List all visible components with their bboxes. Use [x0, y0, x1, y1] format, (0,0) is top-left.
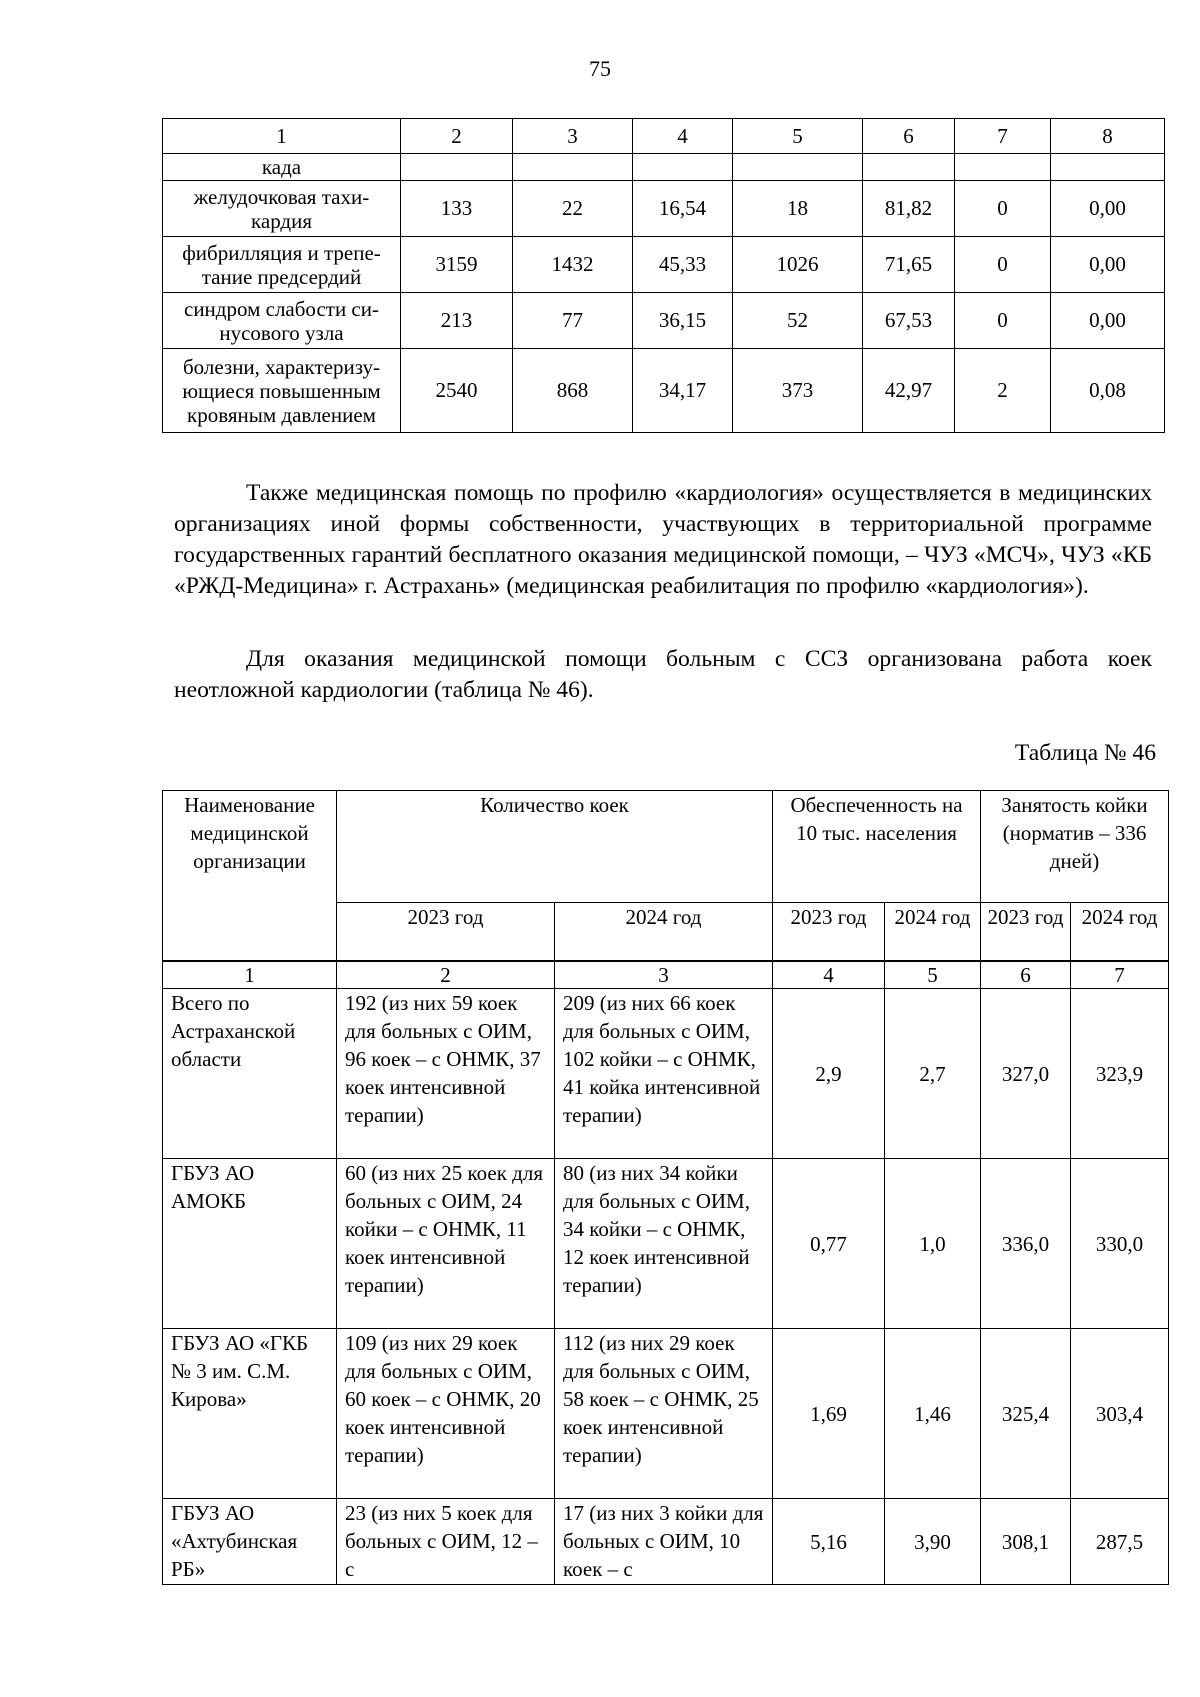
- row-name: синдром слабости си-нусового узла: [163, 293, 401, 349]
- header-cell: 8: [1051, 119, 1165, 154]
- table-row: [163, 1159, 1169, 1329]
- column-number: 4: [773, 961, 885, 989]
- cell: 67,53: [863, 293, 955, 349]
- header-year: 2023 год: [773, 903, 885, 961]
- column-number: 3: [555, 961, 773, 989]
- cell: 16,54: [633, 181, 733, 237]
- cell: 2540: [401, 349, 513, 433]
- cell: 71,65: [863, 237, 955, 293]
- beds-2023: 192 (из них 59 коек для больных с ОИМ, 96 коек – с ОНМК, 37 коек интенсивной терапии): [337, 989, 555, 1159]
- cell: [733, 154, 863, 181]
- beds-2023: 109 (из них 29 коек для больных с ОИМ, 60 коек – с ОНМК, 20 коек интенсивной терапии): [337, 1329, 555, 1499]
- header-year: 2023 год: [337, 903, 555, 961]
- cell: 133: [401, 181, 513, 237]
- supply-2023: 0,77: [773, 1159, 885, 1329]
- table-header-row: [163, 791, 1169, 903]
- beds-2024: 112 (из них 29 коек для больных с ОИМ, 58 коек – с ОНМК, 25 коек интенсивной терапии): [555, 1329, 773, 1499]
- supply-2024: 2,7: [885, 989, 981, 1159]
- cell: [1051, 154, 1165, 181]
- beds-2024: 17 (из них 3 койки для больных с ОИМ, 10 коек – с: [555, 1499, 773, 1585]
- header-cell: 1: [163, 119, 401, 154]
- cell: 36,15: [633, 293, 733, 349]
- occupancy-2023: 325,4: [981, 1329, 1071, 1499]
- cell: 81,82: [863, 181, 955, 237]
- cell: 34,17: [633, 349, 733, 433]
- org-name: ГБУЗ АО «ГКБ № 3 им. С.М. Кирова»: [163, 1329, 337, 1499]
- cell: 0,00: [1051, 181, 1165, 237]
- row-name: болезни, характеризу-ющиеся повышенным кровяным давлением: [163, 349, 401, 433]
- cardiology-beds-table: [162, 790, 1169, 1585]
- cell: 77: [513, 293, 633, 349]
- table-row: [163, 349, 1165, 433]
- column-number: 7: [1071, 961, 1169, 989]
- cell: 22: [513, 181, 633, 237]
- occupancy-2023: 308,1: [981, 1499, 1071, 1585]
- cell: 3159: [401, 237, 513, 293]
- header-year: 2024 год: [885, 903, 981, 961]
- supply-2024: 1,46: [885, 1329, 981, 1499]
- header-year: 2024 год: [555, 903, 773, 961]
- table-row: [163, 293, 1165, 349]
- occupancy-2024: 330,0: [1071, 1159, 1169, 1329]
- cell: 1432: [513, 237, 633, 293]
- table-header-row: [163, 119, 1165, 154]
- column-number-row: [163, 961, 1169, 989]
- supply-2023: 5,16: [773, 1499, 885, 1585]
- header-year: 2024 год: [1071, 903, 1169, 961]
- supply-2023: 2,9: [773, 989, 885, 1159]
- beds-2023: 60 (из них 25 коек для больных с ОИМ, 24 койки – с ОНМК, 11 коек интенсивной терапии): [337, 1159, 555, 1329]
- column-number: 6: [981, 961, 1071, 989]
- column-number: 5: [885, 961, 981, 989]
- header-cell: 3: [513, 119, 633, 154]
- cell: [863, 154, 955, 181]
- column-number: 1: [163, 961, 337, 989]
- table-row: [163, 154, 1165, 181]
- cell: 45,33: [633, 237, 733, 293]
- table-row: [163, 237, 1165, 293]
- occupancy-2024: 287,5: [1071, 1499, 1169, 1585]
- header-occupancy: Занятость койки (норматив – 336 дней): [981, 791, 1169, 903]
- cell: 0,00: [1051, 293, 1165, 349]
- cell: 0: [955, 293, 1051, 349]
- body-paragraph: Также медицинская помощь по профилю «кардиология» осуществляется в медицинских организациях иной формы собственности, участвующих в территориальной программе государственных гарантий бесплатного оказания медицинской помощи, – ЧУЗ «МСЧ», ЧУЗ «КБ «РЖД-Медицина» г. Астрахань» (медицинская реабилитация по профилю «кардиология»).: [174, 480, 1152, 599]
- cell: 18: [733, 181, 863, 237]
- row-name: фибрилляция и трепе-тание предсердий: [163, 237, 401, 293]
- body-paragraph: Для оказания медицинской помощи больным с ССЗ организована работа коек неотложной кардиологии (таблица № 46).: [174, 646, 1152, 703]
- cell: [401, 154, 513, 181]
- cell: 52: [733, 293, 863, 349]
- org-name: Всего по Астраханской области: [163, 989, 337, 1159]
- header-cell: 5: [733, 119, 863, 154]
- header-year: 2023 год: [981, 903, 1071, 961]
- table-row: [163, 181, 1165, 237]
- header-cell: 4: [633, 119, 733, 154]
- table-caption: Таблица № 46: [1014, 740, 1156, 766]
- cell: 0,00: [1051, 237, 1165, 293]
- table-row: [163, 1499, 1169, 1585]
- supply-2024: 1,0: [885, 1159, 981, 1329]
- cell: [955, 154, 1051, 181]
- cell: 42,97: [863, 349, 955, 433]
- occupancy-2023: 327,0: [981, 989, 1071, 1159]
- header-cell: 6: [863, 119, 955, 154]
- cell: 0: [955, 181, 1051, 237]
- cell: 213: [401, 293, 513, 349]
- cell: 373: [733, 349, 863, 433]
- org-name: ГБУЗ АО АМОКБ: [163, 1159, 337, 1329]
- occupancy-2023: 336,0: [981, 1159, 1071, 1329]
- occupancy-2024: 323,9: [1071, 989, 1169, 1159]
- cell: 1026: [733, 237, 863, 293]
- beds-2023: 23 (из них 5 коек для больных с ОИМ, 12 – с: [337, 1499, 555, 1585]
- header-supply: Обеспеченность на 10 тыс. населения: [773, 791, 981, 903]
- beds-2024: 80 (из них 34 койки для больных с ОИМ, 34 койки – с ОНМК, 12 коек интенсивной терапии): [555, 1159, 773, 1329]
- cell: [633, 154, 733, 181]
- cell: 868: [513, 349, 633, 433]
- page-number: 75: [589, 56, 611, 81]
- table-row: [163, 989, 1169, 1159]
- supply-2023: 1,69: [773, 1329, 885, 1499]
- supply-2024: 3,90: [885, 1499, 981, 1585]
- cell: 2: [955, 349, 1051, 433]
- cell: 0: [955, 237, 1051, 293]
- table-row: [163, 1329, 1169, 1499]
- header-cell: 2: [401, 119, 513, 154]
- header-beds: Количество коек: [337, 791, 773, 903]
- cell: 0,08: [1051, 349, 1165, 433]
- cell: [513, 154, 633, 181]
- header-org: Наименование медицинской организации: [163, 791, 337, 961]
- occupancy-2024: 303,4: [1071, 1329, 1169, 1499]
- org-name: ГБУЗ АО «Ахтубинская РБ»: [163, 1499, 337, 1585]
- row-name: желудочковая тахи-кардия: [163, 181, 401, 237]
- diagnosis-table: [162, 118, 1165, 433]
- column-number: 2: [337, 961, 555, 989]
- row-name: када: [163, 154, 401, 181]
- beds-2024: 209 (из них 66 коек для больных с ОИМ, 102 койки – с ОНМК, 41 койка интенсивной терапии): [555, 989, 773, 1159]
- header-cell: 7: [955, 119, 1051, 154]
